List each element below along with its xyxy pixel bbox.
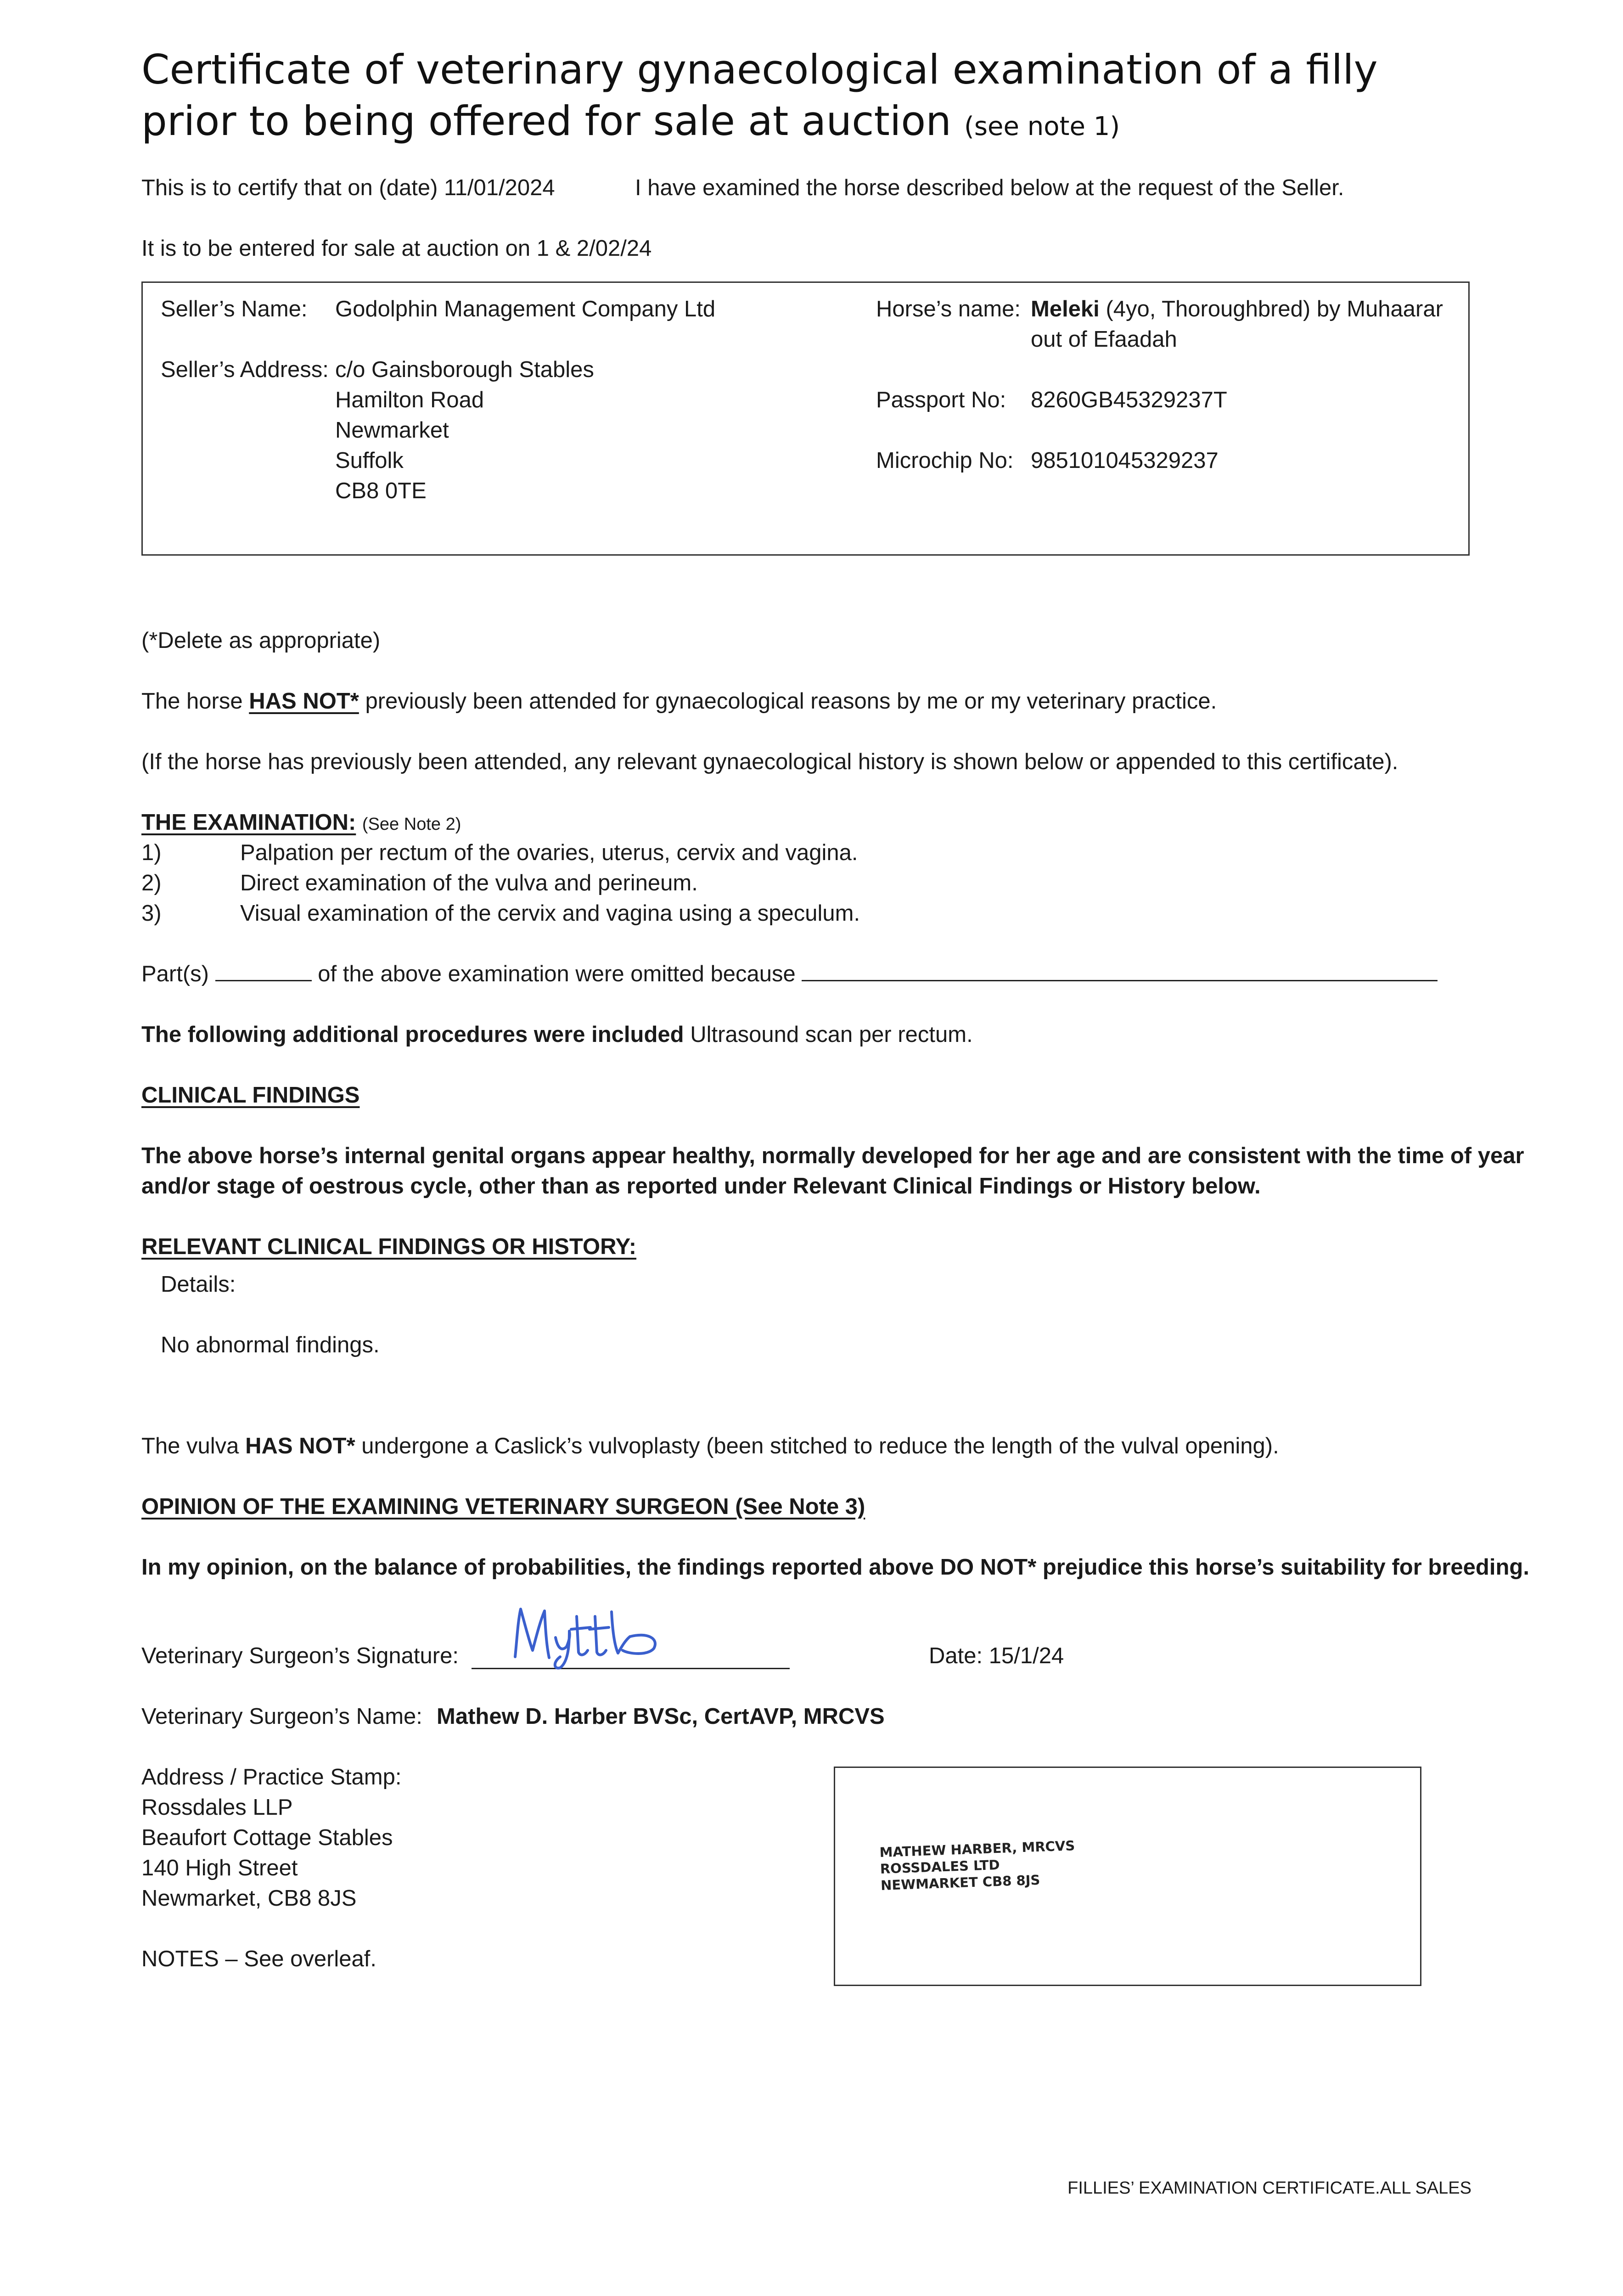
exam-item-text: Direct examination of the vulva and perineum.: [240, 871, 698, 895]
omitted-suffix: of the above examination were omitted because: [318, 962, 796, 986]
additional-value: Ultrasound scan per rectum.: [690, 1022, 973, 1047]
horse-details-line-2: out of Efaadah: [1031, 327, 1177, 352]
attended-prefix: The horse: [141, 689, 243, 714]
certify-suffix: I have examined the horse described below at the request of the Seller.: [635, 175, 1344, 200]
horse-name-line: [1031, 294, 1443, 324]
surgeon-name-label: Veterinary Surgeon’s Name:: [141, 1704, 422, 1729]
clinical-statement-line-1: The above horse’s internal genital organs appear healthy, normally developed for her age and are consistent with the time of year: [141, 1143, 1524, 1168]
opinion-heading: OPINION OF THE EXAMINING VETERINARY SURGEON (See Note 3): [141, 1494, 865, 1519]
title-note: (see note 1): [964, 112, 1120, 141]
footer-label: FILLIES’ EXAMINATION CERTIFICATE.ALL SALES: [1067, 2178, 1471, 2198]
seller-address-line: c/o Gainsborough Stables: [335, 357, 594, 382]
stamp-line: ROSSDALES LTD: [880, 1857, 1000, 1877]
clinical-findings-heading: CLINICAL FINDINGS: [141, 1083, 360, 1108]
vulva-suffix: undergone a Caslick’s vulvoplasty (been stitched to reduce the length of the vulval opening).: [361, 1434, 1279, 1458]
horse-details: (4yo, Thoroughbred) by Muhaarar: [1106, 297, 1443, 321]
practice-address-line: 140 High Street: [141, 1856, 298, 1880]
delete-note: (*Delete as appropriate): [141, 628, 381, 653]
attended-status: HAS NOT*: [249, 689, 359, 714]
additional-line: [141, 1019, 973, 1050]
clinical-statement-line-2: and/or stage of oestrous cycle, other than as reported under Relevant Clinical Findings or History below.: [141, 1174, 1261, 1199]
details-text: No abnormal findings.: [161, 1333, 380, 1357]
practice-address-line: Newmarket, CB8 8JS: [141, 1886, 357, 1911]
notes-line: NOTES – See overleaf.: [141, 1947, 377, 1971]
horse-name-label: Horse’s name:: [876, 297, 1021, 321]
signature-date-line: [929, 1641, 1064, 1671]
examination-heading: THE EXAMINATION:: [141, 810, 356, 835]
exam-item-text: Visual examination of the cervix and vagina using a speculum.: [240, 901, 860, 926]
seller-address-line: Suffolk: [335, 448, 404, 473]
stamp-line: MATHEW HARBER, MRCVS: [879, 1838, 1075, 1860]
passport-number: 8260GB45329237T: [1031, 388, 1227, 412]
omitted-prefix: Part(s): [141, 962, 209, 986]
page-title-line-1: Certificate of veterinary gynaecological examination of a filly: [141, 46, 1378, 93]
practice-address-line: Rossdales LLP: [141, 1795, 293, 1820]
examination-heading-line: [141, 807, 461, 839]
practice-address-line: Beaufort Cottage Stables: [141, 1825, 393, 1850]
surgeon-name: Mathew D. Harber BVSc, CertAVP, MRCVS: [437, 1704, 885, 1729]
attended-statement: [141, 686, 1217, 716]
passport-label: Passport No:: [876, 388, 1006, 412]
additional-label: The following additional procedures were included: [141, 1022, 684, 1047]
practice-label: Address / Practice Stamp:: [141, 1765, 402, 1790]
omitted-parts-blank: [215, 980, 312, 981]
microchip-label: Microchip No:: [876, 448, 1014, 473]
details-label: Details:: [161, 1272, 236, 1297]
signature-label: Veterinary Surgeon’s Signature:: [141, 1643, 459, 1668]
exam-item-number: 1): [141, 840, 162, 865]
exam-item-number: 2): [141, 871, 162, 895]
seller-address-line: CB8 0TE: [335, 478, 427, 503]
page-title-text: prior to being offered for sale at auction: [141, 97, 952, 145]
seller-name: Godolphin Management Company Ltd: [335, 297, 716, 321]
vulva-prefix: The vulva: [141, 1434, 239, 1458]
auction-line: [141, 233, 651, 264]
signature-date-label: Date:: [929, 1643, 983, 1668]
vulva-statement: [141, 1431, 1279, 1461]
auction-prefix: It is to be entered for sale at auction on: [141, 236, 531, 261]
exam-item-text: Palpation per rectum of the ovaries, uterus, cervix and vagina.: [240, 840, 858, 865]
signature-date: 15/1/24: [988, 1643, 1064, 1668]
examination-date: 11/01/2024: [444, 175, 555, 200]
handwritten-signature: [510, 1603, 661, 1671]
page-title-line-2: [141, 96, 1120, 152]
exam-item-number: 3): [141, 901, 162, 926]
microchip-number: 985101045329237: [1031, 448, 1219, 473]
omitted-reason-blank: [802, 980, 1438, 981]
certify-line: [141, 173, 555, 203]
horse-name: Meleki: [1031, 297, 1100, 321]
attended-suffix: previously been attended for gynaecological reasons by me or my veterinary practice.: [365, 689, 1217, 714]
auction-date: 1 & 2/02/24: [536, 236, 652, 261]
practice-stamp: [879, 1837, 1076, 1894]
relevant-findings-heading: RELEVANT CLINICAL FINDINGS OR HISTORY:: [141, 1234, 637, 1259]
seller-address-label: Seller’s Address:: [161, 357, 329, 382]
seller-address-line: Newmarket: [335, 418, 449, 443]
seller-address-line: Hamilton Road: [335, 388, 484, 412]
vulva-status: HAS NOT*: [245, 1434, 355, 1458]
omitted-line: [141, 959, 1438, 989]
history-note: (If the horse has previously been attended, any relevant gynaecological history is shown below or appended to this certificate).: [141, 749, 1398, 774]
certify-prefix: This is to certify that on (date): [141, 175, 438, 200]
opinion-text: In my opinion, on the balance of probabilities, the findings reported above DO NOT* prejudice this horse’s suitability for breeding.: [141, 1555, 1529, 1580]
stamp-line: NEWMARKET CB8 8JS: [880, 1872, 1040, 1893]
seller-name-label: Seller’s Name:: [161, 297, 308, 321]
examination-heading-note: (See Note 2): [362, 815, 461, 834]
